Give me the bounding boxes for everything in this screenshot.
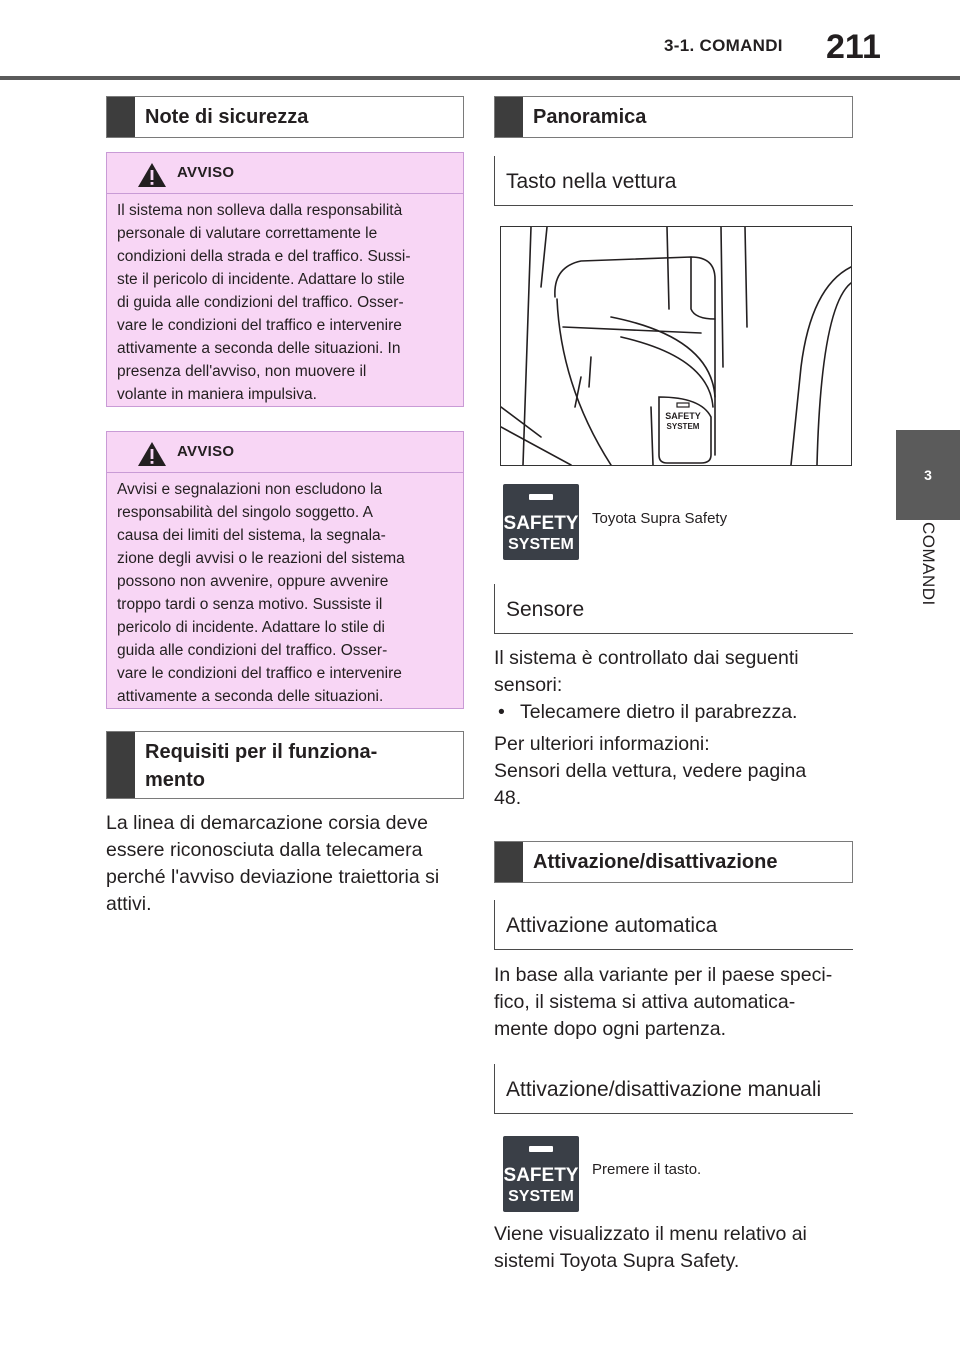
chapter-side-label-text: COMANDI [919,522,938,606]
paragraph-line: fico, il sistema si attiva automatica- [494,991,796,1013]
subheading-manuali [494,1064,853,1114]
section-title [145,736,455,796]
illustration-system-label: SYSTEM [666,422,700,431]
paragraph-line: perché l'avviso deviazione traiettoria si [106,866,440,888]
section-bar [495,842,523,882]
warning-line: zione degli avvisi o le reazioni del sistema [117,550,405,567]
subheading-automatica [494,900,853,950]
paragraph-line: Per ulteriori informazioni: [494,733,710,755]
section-title: Panoramica [533,106,647,128]
warning-line: causa dei limiti del sistema, la segnala- [117,527,386,544]
warning-text [117,478,451,708]
section-title-line: Requisiti per il funziona- [145,741,378,763]
warning-line: ste il pericolo di incidente. Adattare lo stile [117,271,405,288]
warning-title: AVVISO [177,443,235,460]
warning-header [107,153,463,194]
chapter-tab-number: 3 [924,467,932,483]
safety-system-glyph [503,484,579,560]
paragraph-line: 48. [494,787,522,809]
section-panoramica [494,96,853,138]
badge-line: SAFETY [503,1165,579,1186]
paragraph-line: essere riconosciuta dalla telecamera [106,839,423,861]
warning-line: vare le condizioni del traffico e intervenire [117,317,402,334]
warning-box-2 [106,431,464,709]
warning-box-1 [106,152,464,407]
warning-triangle-icon [137,162,167,188]
section-bar [107,97,135,137]
paragraph-line: sistemi Toyota Supra Safety. [494,1250,740,1272]
bullet-icon: • [498,701,505,723]
info-text [494,731,854,812]
page-number: 211 [826,28,881,66]
subheading-tasto [494,156,853,206]
warning-line: presenza dell'avviso, non muovere il [117,363,367,380]
chapter-title: 3-1. COMANDI [664,36,783,55]
warning-line: attivamente a seconda delle situazioni. [117,688,384,705]
warning-line: Il sistema non solleva dalla responsabilità [117,202,403,219]
warning-line: Avvisi e segnalazioni non escludono la [117,481,383,498]
warning-line: di guida alle condizioni del traffico. Osser- [117,294,404,311]
warning-line: possono non avvenire, oppure avvenire [117,573,389,590]
header-rule [0,76,960,80]
illustration-safety-label: SAFETY [665,411,701,421]
chapter-tab[interactable] [896,430,960,520]
safety-system-button-icon [503,1136,579,1212]
chapter-side-label [896,522,960,632]
safety-system-glyph [503,1136,579,1212]
warning-line: troppo tardi o senza motivo. Sussiste il [117,596,383,613]
warning-line: volante in maniera impulsiva. [117,386,317,403]
warning-triangle-icon [137,441,167,467]
paragraph-line: In base alla variante per il paese speci- [494,964,833,986]
section-title-line: mento [145,769,205,791]
subheading-text: Sensore [506,598,585,621]
final-text [494,1221,854,1275]
subheading-text: Tasto nella vettura [506,170,677,193]
warning-line: responsabilità del singolo soggetto. A [117,504,373,521]
section-bar [107,732,135,798]
paragraph-line: Il sistema è controllato dai seguenti [494,647,799,669]
badge-caption: Premere il tasto. [592,1161,702,1178]
bullet-text: Telecamere dietro il parabrezza. [520,701,798,723]
section-requisiti [106,731,464,799]
section-title: Attivazione/disattivazione [533,851,778,873]
warning-text [117,199,451,406]
warning-line: vare le condizioni del traffico e intervenire [117,665,402,682]
badge-line: SYSTEM [508,536,574,553]
section-title: Note di sicurezza [145,106,309,128]
requisiti-text [106,810,464,918]
console-drawing-icon [501,227,851,465]
warning-header [107,432,463,473]
subheading-text: Attivazione automatica [506,914,718,937]
section-note-sicurezza [106,96,464,138]
subheading-sensore [494,584,853,634]
section-bar [495,97,523,137]
paragraph-line: Viene visualizzato il menu relativo ai [494,1223,807,1245]
warning-line: guida alle condizioni del traffico. Osser- [117,642,388,659]
paragraph-line: attivi. [106,893,152,915]
badge-line: SYSTEM [508,1188,574,1205]
paragraph-line: La linea di demarcazione corsia deve [106,812,428,834]
paragraph-line: mente dopo ogni partenza. [494,1018,727,1040]
badge-caption: Toyota Supra Safety [592,510,728,527]
paragraph-line: Sensori della vettura, vedere pagina [494,760,807,782]
auto-text [494,962,854,1043]
console-illustration [500,226,852,466]
sensor-text [494,645,854,726]
bullet-item [494,699,854,726]
section-attivazione [494,841,853,883]
warning-line: attivamente a seconda delle situazioni. In [117,340,401,357]
warning-title: AVVISO [177,164,235,181]
warning-line: personale di valutare correttamente le [117,225,378,242]
paragraph-line: sensori: [494,674,563,696]
badge-line: SAFETY [503,513,579,534]
warning-line: condizioni della strada e del traffico. Sussi- [117,248,411,265]
subheading-text: Attivazione/disattivazione manuali [506,1078,822,1101]
safety-system-button-icon [503,484,579,560]
warning-line: pericolo di incidente. Adattare lo stile di [117,619,385,636]
